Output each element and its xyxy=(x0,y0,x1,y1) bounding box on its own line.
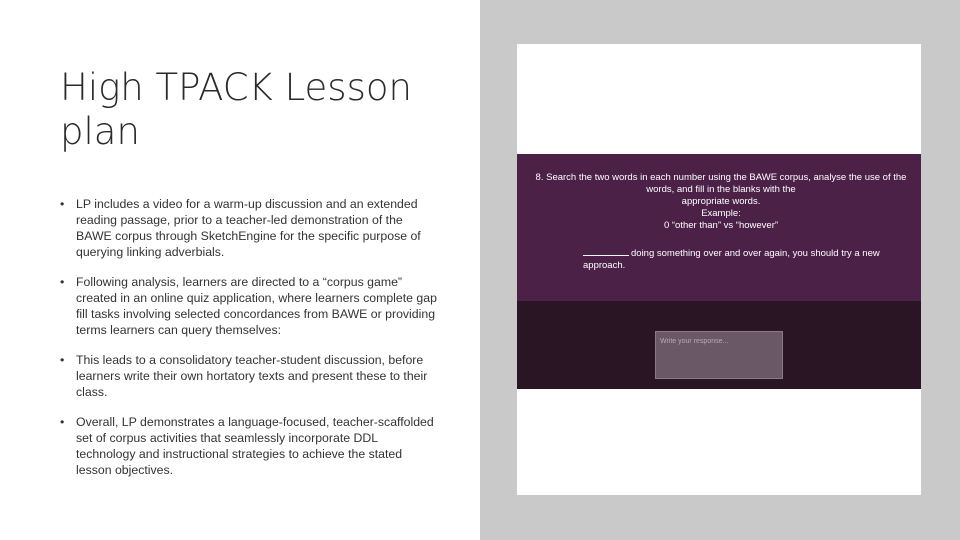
bullet-item xyxy=(60,196,440,260)
bullet-icon: • xyxy=(60,353,65,367)
bullet-icon: • xyxy=(60,275,65,289)
bullet-icon: • xyxy=(60,415,65,429)
bullet-icon: • xyxy=(60,197,65,211)
bullet-text: Overall, LP demonstrates a language-focused, teacher-scaffolded set of corpus activities that seamlessly incorporate DDL technology and instructional strategies to achieve the stated lesson objectives. xyxy=(76,415,434,477)
quiz-screenshot xyxy=(517,44,921,495)
question-line-2: appropriate words. xyxy=(681,196,761,207)
bullet-text: Following analysis, learners are directed to a “corpus game” created in an online quiz application, where learners complete gap fill tasks involving selected concordances from BAWE or providing terms learners can query themselves: xyxy=(76,275,437,337)
example-sentence: doing something over and over again, you should try a new approach. xyxy=(583,248,880,271)
bullet-item xyxy=(60,352,440,400)
response-input[interactable]: Write your response... xyxy=(655,331,783,379)
bullet-item xyxy=(60,274,440,338)
question-line-1: 8. Search the two words in each number using the BAWE corpus, analyse the use of the words, and fill in the blanks with the xyxy=(535,172,907,195)
quiz-answer-area xyxy=(517,301,921,389)
bullet-list xyxy=(60,196,440,492)
answer-blank xyxy=(583,255,629,256)
quiz-question-area xyxy=(517,154,921,301)
quiz-question xyxy=(521,172,921,232)
example-sentence-row xyxy=(583,248,913,272)
bullet-item xyxy=(60,414,440,478)
slide-title: High TPACK Lesson plan xyxy=(60,66,412,153)
bullet-text: LP includes a video for a warm-up discussion and an extended reading passage, prior to a teacher-led demonstration of the BAWE corpus through SketchEngine for the specific purpose of querying linking adverbials. xyxy=(76,197,421,259)
bullet-text: This leads to a consolidatory teacher-student discussion, before learners write their own hortatory texts and present these to their class. xyxy=(76,353,428,399)
example-label: Example: xyxy=(701,208,741,219)
example-words: 0 “other than” vs “however” xyxy=(663,220,779,231)
